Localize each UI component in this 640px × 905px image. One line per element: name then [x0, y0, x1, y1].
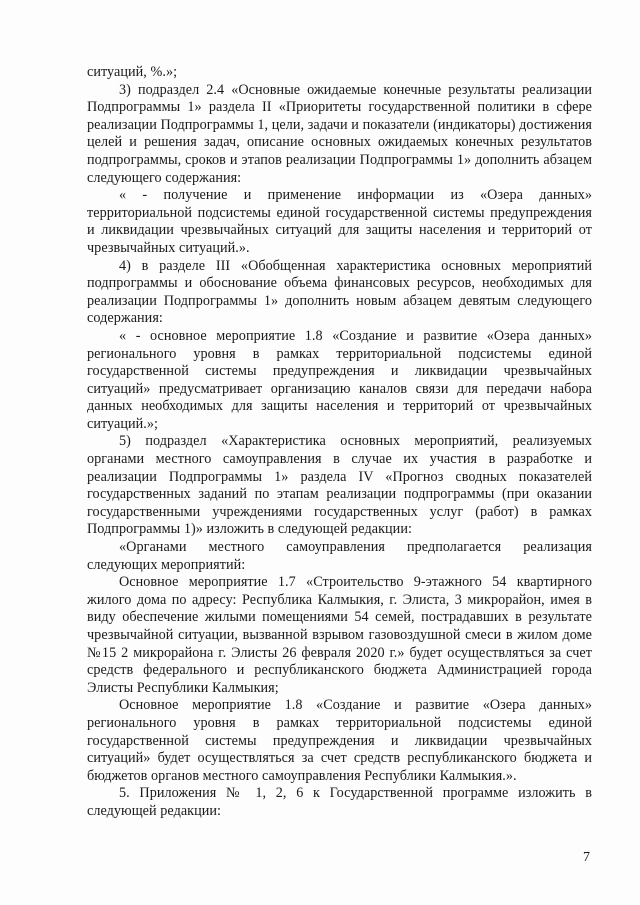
paragraph: 5. Приложения № 1, 2, 6 к Государственной программе изложить в следующей редакции: — [87, 785, 592, 819]
page-number: 7 — [583, 850, 590, 865]
paragraph: « - основное мероприятие 1.8 «Создание и развитие «Озера данных» регионального уровня в рамках территориальной подсистемы единой государственной системы предупреждения и ликвидации чрезвычайных ситуаций» предусматривает организацию каналов связи для передачи набора данных необходимых для защиты населения и территорий от чрезвычайных ситуаций.»; — [87, 327, 592, 432]
paragraph: Основное мероприятие 1.7 «Строительство 9-этажного 54 квартирного жилого дома по адресу: Республика Калмыкия, г. Элиста, 3 микрорайон, имея в виду обеспечение жилыми помещениями 54 семей, пострадавших в результате чрезвычайной ситуации, вызванной взрывом газовоздушной смеси в жилом доме №15 2 микрорайона г. Элисты 26 февраля 2020 г.» будет осуществляться за счет средств федерального и республиканского бюджета Администрацией города Элисты Республики Калмыкия; — [87, 574, 592, 696]
paragraph: 4) в разделе III «Обобщенная характеристика основных мероприятий подпрограммы и обоснование объема финансовых ресурсов, необходимых для реализации Подпрограммы 1» дополнить новым абзацем девятым следующего содержания: — [87, 257, 592, 327]
paragraph: ситуаций, %.»; — [87, 64, 178, 80]
paragraph: « - получение и применение информации из «Озера данных» территориальной подсистемы единой государственной системы предупреждения и ликвидации чрезвычайных ситуаций для защиты населения и территорий от чрезвычайных ситуаций.». — [87, 187, 592, 256]
paragraph: 3) подраздел 2.4 «Основные ожидаемые конечные результаты реализации Подпрограммы 1» раздела II «Приоритеты государственной политики в сфере реализации Подпрограммы 1, цели, задачи и показатели (индикаторы) достижения целей и решения задач, описание основных ожидаемых конечных результатов подпрограммы, сроков и этапов реализации Подпрограммы 1» дополнить абзацем следующего содержания: — [87, 81, 592, 186]
paragraph: Основное мероприятие 1.8 «Создание и развитие «Озера данных» регионального уровня в рамках территориальной подсистемы единой государственной системы предупреждения и ликвидации чрезвычайных ситуаций» будет осуществляться за счет средств республиканского бюджета и бюджетов органов местного самоуправления Республики Калмыкия.». — [87, 697, 592, 784]
document-body — [87, 64, 592, 821]
paragraph: 5) подраздел «Характеристика основных мероприятий, реализуемых органами местного самоуправления в случае их участия в разработке и реализации Подпрограммы 1» раздела IV «Прогноз сводных показателей государственных заданий по этапам реализации подпрограммы (при оказании государственными учреждениями государственных услуг (работ) в рамках Подпрограммы 1)» изложить в следующей редакции: — [87, 433, 592, 538]
paragraph: «Органами местного самоуправления предполагается реализация следующих мероприятий: — [87, 539, 592, 573]
